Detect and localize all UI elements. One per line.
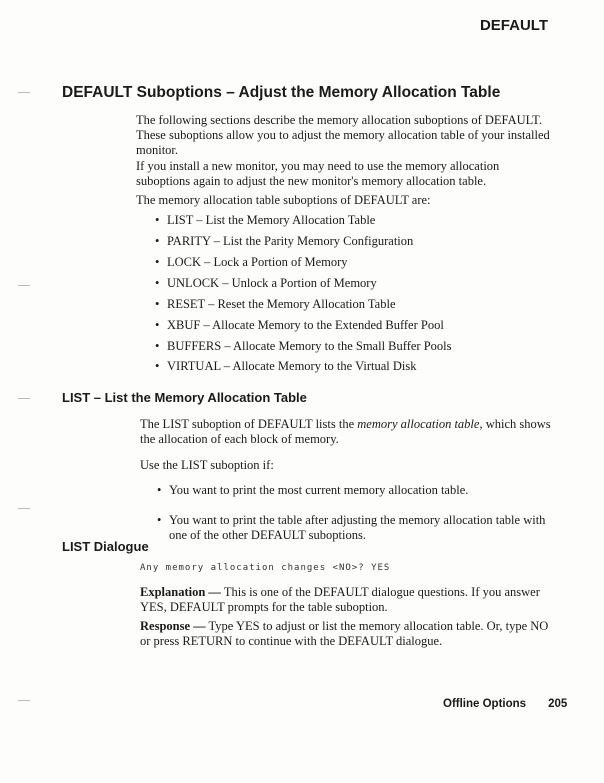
subsection-heading: LIST – List the Memory Allocation Table [62,390,307,405]
paragraph: Use the LIST suboption if: [140,458,274,472]
paragraph: The memory allocation table suboptions of DEFAULT are: [136,193,431,207]
scan-mark [18,92,30,93]
page-number: 205 [548,698,568,710]
footer-section: Offline Options [443,698,527,710]
paragraph: The LIST suboption of DEFAULT lists the memory allocation table, which shows the allocation of each block of memory. [140,417,551,446]
list-item: • LOCK – Lock a Portion of Memory [155,255,348,269]
section-heading: DEFAULT Suboptions – Adjust the Memory Allocation Table [62,84,501,101]
running-header: DEFAULT [479,17,548,34]
list-item: • LIST – List the Memory Allocation Table [155,213,376,227]
list-item: • PARITY – List the Parity Memory Configuration [155,234,414,248]
scan-mark [18,508,30,509]
scan-mark [18,700,30,701]
list-item: • XBUF – Allocate Memory to the Extended Buffer Pool [155,318,444,332]
scan-mark [18,285,30,286]
list-item: • You want to print the table after adjusting the memory allocation table with one of the other DEFAULT suboptions. [157,513,546,542]
paragraph: The following sections describe the memory allocation suboptions of DEFAULT. These suboptions allow you to adjust the memory allocation table of your installed monitor. [136,113,550,157]
subsection-heading: LIST Dialogue [62,539,149,554]
response-paragraph: Response — Type YES to adjust or list the memory allocation table. Or, type NO or press RETURN to continue with the DEFAULT dialogue. [140,619,549,648]
list-item: • BUFFERS – Allocate Memory to the Small Buffer Pools [155,339,452,353]
scan-mark [18,398,30,399]
dialogue-prompt: Any memory allocation changes <NO>? YES [140,563,391,573]
list-item: • You want to print the most current memory allocation table. [157,483,469,497]
list-item: • UNLOCK – Unlock a Portion of Memory [155,276,377,290]
paragraph: If you install a new monitor, you may need to use the memory allocation suboptions again to adjust the new monitor's memory allocation table. [136,159,500,188]
page-footer [443,698,567,710]
explanation-paragraph: Explanation — This is one of the DEFAULT dialogue questions. If you answer YES, DEFAULT prompts for the table suboption. [140,585,540,614]
list-item: • VIRTUAL – Allocate Memory to the Virtual Disk [155,359,417,373]
list-item: • RESET – Reset the Memory Allocation Table [155,297,396,311]
